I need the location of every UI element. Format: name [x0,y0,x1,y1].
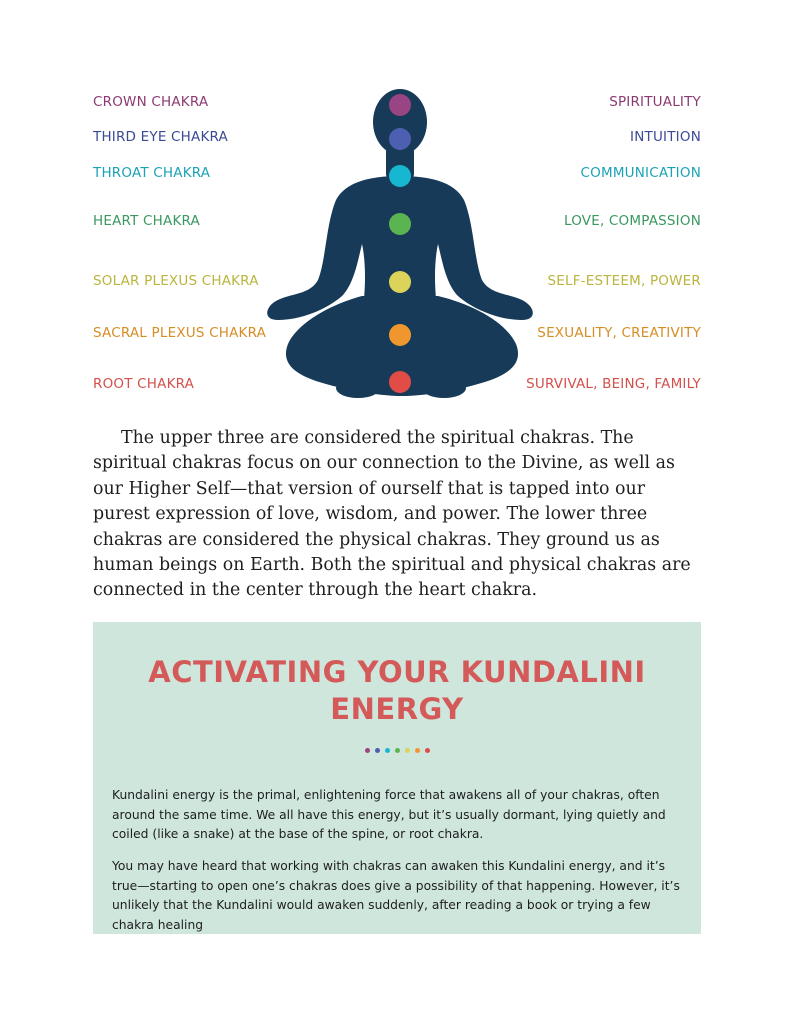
dot-root-icon [425,748,430,753]
root-chakra-dot [389,371,411,393]
solar-plexus-chakra-dot [389,271,411,293]
meaning-solar-plexus: SELF-ESTEEM, POWER [547,273,701,289]
sidebar-title-line1: ACTIVATING YOUR KUNDALINI [148,655,646,689]
dot-sacral-icon [415,748,420,753]
heart-chakra-dot [389,213,411,235]
label-root-chakra: ROOT CHAKRA [93,376,195,392]
meaning-sacral: SEXUALITY, CREATIVITY [537,325,701,341]
label-crown-chakra: CROWN CHAKRA [93,94,209,110]
meaning-root: SURVIVAL, BEING, FAMILY [526,376,701,392]
dot-third-eye-icon [375,748,380,753]
dot-heart-icon [395,748,400,753]
label-third-eye-chakra: THIRD EYE CHAKRA [93,129,228,145]
label-solar-plexus-chakra: SOLAR PLEXUS CHAKRA [93,273,259,289]
sidebar-title-line2: ENERGY [330,692,464,726]
kundalini-sidebar [93,622,701,934]
sidebar-title [93,654,701,728]
sacral-chakra-dot [389,324,411,346]
meditation-silhouette [262,84,542,410]
label-sacral-plexus-chakra: SACRAL PLEXUS CHAKRA [93,325,267,341]
decorative-dots [93,748,701,753]
dot-crown-icon [365,748,370,753]
third-eye-chakra-dot [389,128,411,150]
label-heart-chakra: HEART CHAKRA [93,213,200,229]
body-paragraph [93,426,705,604]
body-paragraph-text: The upper three are considered the spiritual chakras. The spiritual chakras focus on our connection to the Divine, as well as our Higher Self—that version of ourself that is tapped into our purest expression of love, wisdom, and power. The lower three chakras are considered the physical chakras. They ground us as human beings on Earth. Both the spiritual and physical chakras are connected in the center through the heart chakra. [93,428,691,601]
throat-chakra-dot [389,165,411,187]
label-throat-chakra: THROAT CHAKRA [93,165,211,181]
sidebar-paragraph-1: Kundalini energy is the primal, enlightening force that awakens all of your chakras, often around the same time. We all have this energy, but it’s usually dormant, lying quietly and coiled (like a snake) at the base of the spine, or root chakra. [112,788,666,841]
meaning-crown: SPIRITUALITY [609,94,701,110]
meaning-third-eye: INTUITION [630,129,701,145]
meaning-heart: LOVE, COMPASSION [563,213,701,229]
meaning-throat: COMMUNICATION [580,165,701,181]
sidebar-paragraph-2: You may have heard that working with chakras can awaken this Kundalini energy, and it’s true—starting to open one’s chakras does give a possibility of that happening. However, it’s unlikely that the Kundalini would awaken suddenly, after reading a book or trying a few chakra healing [112,859,680,932]
crown-chakra-dot [389,94,411,116]
dot-solar-icon [405,748,410,753]
dot-throat-icon [385,748,390,753]
